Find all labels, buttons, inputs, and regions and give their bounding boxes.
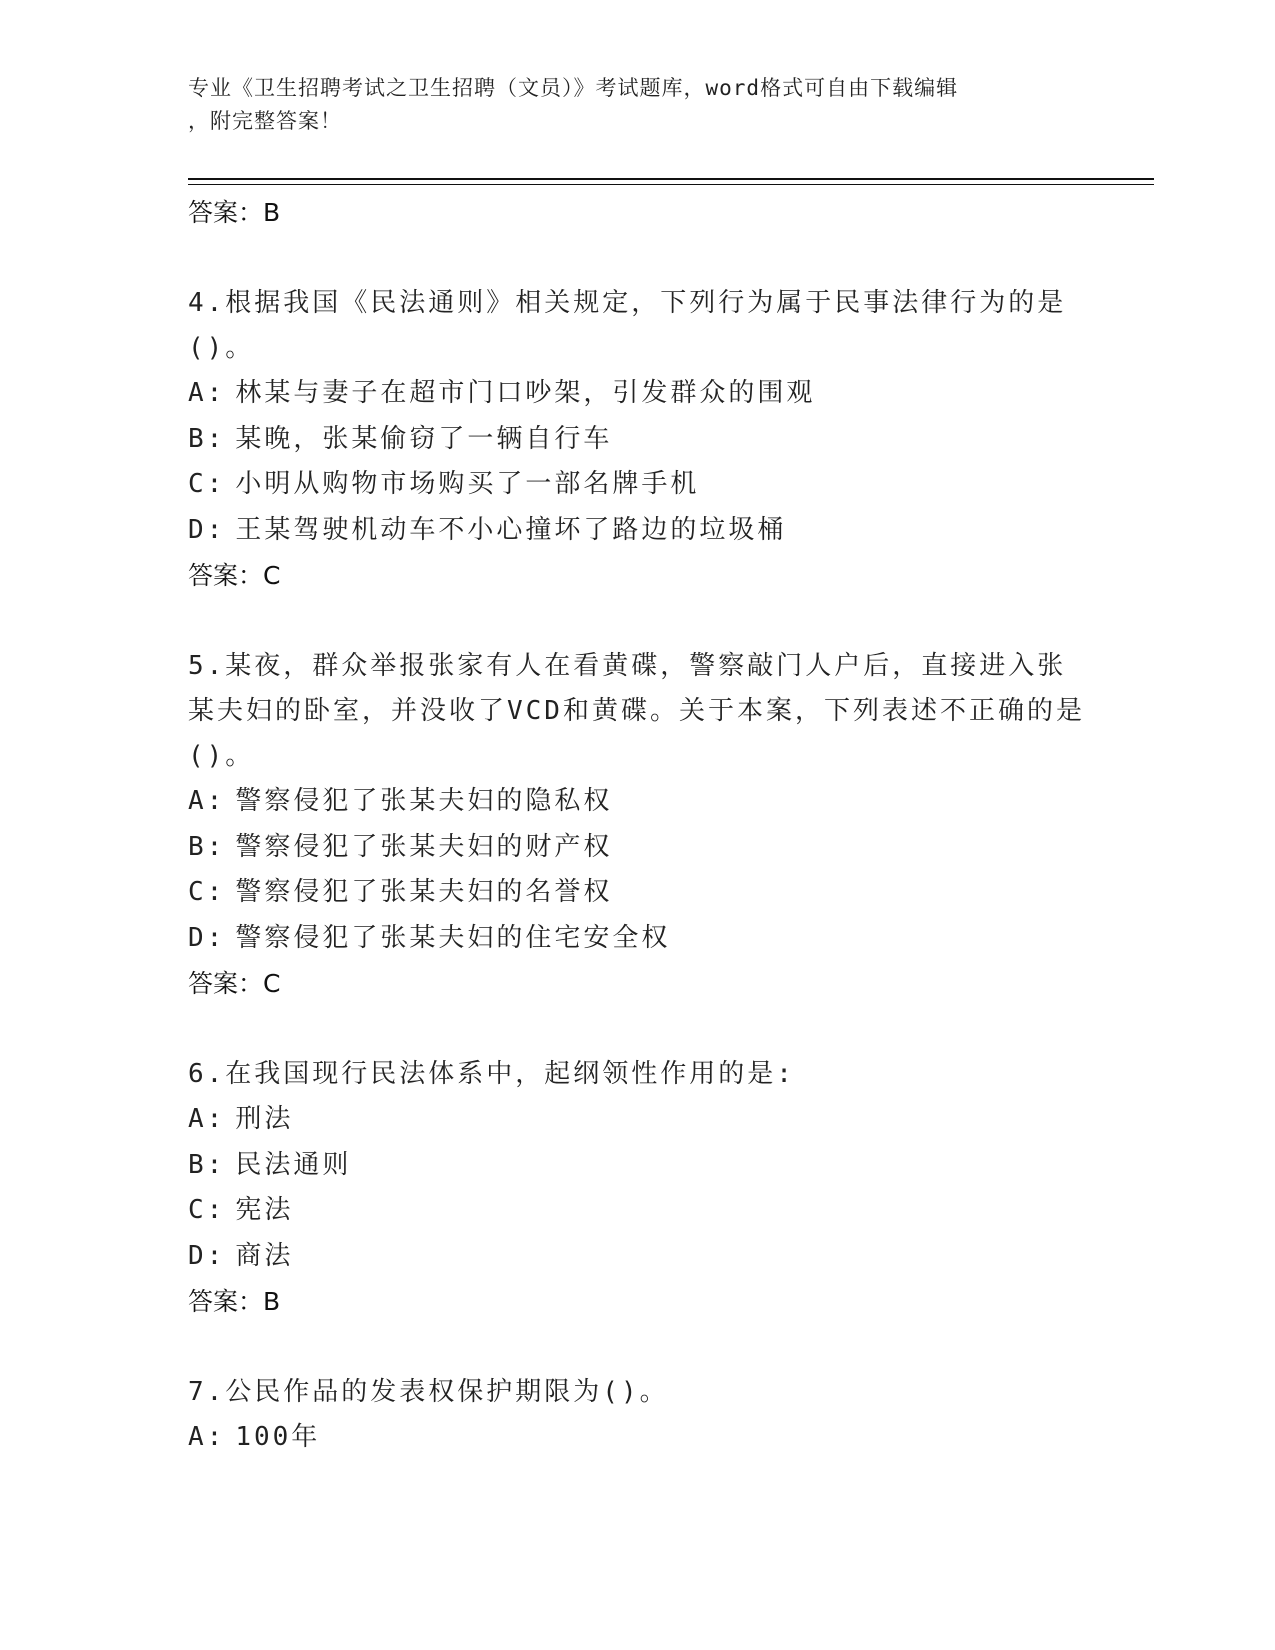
- option-key: B:: [188, 831, 226, 862]
- option-text: 宪法: [235, 1195, 294, 1225]
- option-text: 林某与妻子在超市门口吵架，引发群众的围观: [235, 378, 816, 408]
- option-key: A:: [188, 1104, 226, 1134]
- question-4: [188, 281, 1088, 598]
- option-key: A:: [188, 1422, 226, 1452]
- option-b: [188, 417, 1088, 463]
- option-text: 民法通则: [235, 1149, 352, 1180]
- question-6: [188, 1052, 1088, 1324]
- option-text: 小明从购物市场购买了一部名牌手机: [235, 469, 700, 499]
- option-key: C:: [188, 469, 226, 499]
- option-text: 商法: [235, 1240, 294, 1271]
- option-key: A:: [188, 786, 226, 816]
- option-text: 警察侵犯了张某夫妇的名誉权: [235, 877, 613, 907]
- option-text: 王某驾驶机动车不小心撞坏了路边的垃圾桶: [235, 514, 787, 545]
- option-key: D:: [188, 922, 226, 953]
- option-text: 警察侵犯了张某夫妇的住宅安全权: [235, 922, 671, 953]
- option-c: [188, 870, 1088, 916]
- question-stem: 5.某夜，群众举报张家有人在看黄碟，警察敲门人户后，直接进入张某夫妇的卧室，并没收了VCD和黄碟。关于本案，下列表述不正确的是()。: [188, 651, 1085, 771]
- answer-label: 答案：B: [188, 198, 281, 227]
- option-text: 100年: [235, 1422, 321, 1452]
- document-body: [188, 190, 1088, 1461]
- option-c: [188, 1188, 1088, 1234]
- option-a: [188, 371, 1088, 417]
- option-key: D:: [188, 1240, 226, 1271]
- question-stem: 4.根据我国《民法通则》相关规定，下列行为属于民事法律行为的是()。: [188, 288, 1067, 363]
- option-d: [188, 1234, 1088, 1280]
- option-text: 某晚，张某偷窃了一辆自行车: [235, 423, 613, 454]
- document-header: [188, 72, 1068, 138]
- option-text: 警察侵犯了张某夫妇的财产权: [235, 831, 613, 862]
- option-d: [188, 916, 1088, 962]
- option-key: C:: [188, 877, 226, 907]
- option-b: [188, 1143, 1088, 1189]
- question-stem: 6.在我国现行民法体系中，起纲领性作用的是:: [188, 1059, 795, 1089]
- header-line-1: 专业《卫生招聘考试之卫生招聘（文员）》考试题库，word格式可自由下载编辑: [188, 76, 959, 100]
- answer-label: 答案：B: [188, 1287, 281, 1316]
- option-d: [188, 508, 1088, 554]
- option-key: A:: [188, 378, 226, 408]
- option-c: [188, 462, 1088, 508]
- option-key: D:: [188, 514, 226, 545]
- option-a: [188, 1097, 1088, 1143]
- option-b: [188, 825, 1088, 871]
- question-5: [188, 644, 1088, 1006]
- option-key: B:: [188, 1149, 226, 1180]
- option-text: 警察侵犯了张某夫妇的隐私权: [235, 786, 613, 816]
- option-a: [188, 1415, 1088, 1461]
- header-line-2: ，附完整答案！: [188, 109, 342, 133]
- header-rule-thin: [188, 184, 1154, 185]
- answer-label: 答案：C: [188, 969, 281, 998]
- option-a: [188, 779, 1088, 825]
- header-rule-thick: [188, 178, 1154, 180]
- option-text: 刑法: [235, 1104, 294, 1134]
- option-key: C:: [188, 1195, 226, 1225]
- option-key: B:: [188, 423, 226, 454]
- question-7: [188, 1370, 1088, 1461]
- question-stem: 7.公民作品的发表权保护期限为()。: [188, 1377, 669, 1407]
- answer-label: 答案：C: [188, 561, 281, 590]
